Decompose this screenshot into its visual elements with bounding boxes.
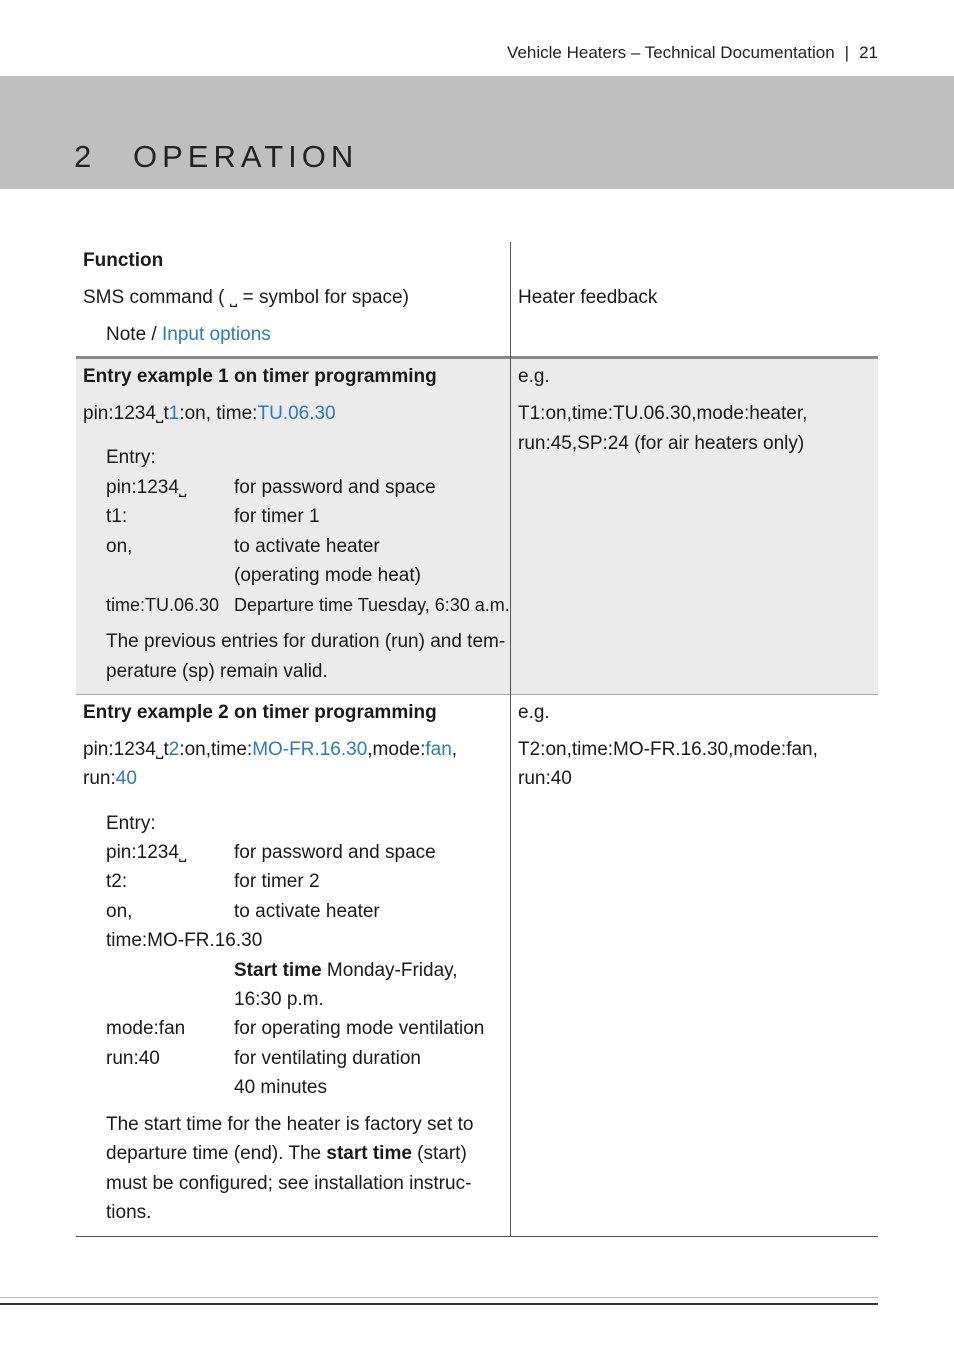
example1-entry-desc: for timer 1 [234,506,320,527]
example1-entry-desc: for password and space [234,477,436,498]
running-header [507,43,878,63]
example2-entry-desc: to activate heater [234,901,380,922]
example1-entry-key: pin:1234˽ [106,477,187,498]
example2-entry-key: mode:fan [106,1018,186,1039]
example2-start-time: Start time Monday-Friday, [234,960,458,981]
example1-command: pin:1234˽t1:on, time:TU.06.30 [83,403,336,424]
header-rule [76,356,878,359]
example2-note: departure time (end). The start time (start) [106,1143,467,1164]
head-input-options: Input options [161,324,271,345]
example2-entry-desc: for timer 2 [234,871,320,892]
chapter-number: 2 [74,139,96,174]
chapter-title: OPERATION [133,139,359,174]
example2-note: The start time for the heater is factory set to [106,1114,474,1135]
head-note [106,324,271,346]
example2-entry-desc: for password and space [234,842,436,863]
footer-rule-thin [0,1297,878,1298]
example2-entry-desc: for operating mode ventilation [234,1018,485,1039]
example2-command: pin:1234˽t2:on,time:MO-FR.16.30,mode:fan, [83,739,458,760]
example2-entry-desc: 40 minutes [234,1077,327,1098]
example2-start-time-cont: 16:30 p.m. [234,989,324,1010]
column-divider [510,242,511,1236]
example1-feedback-eg: e.g. [518,366,550,387]
head-note-prefix: Note / [106,324,162,345]
example1-note: The previous entries for duration (run) and tem- [106,631,506,652]
example1-entry-desc: Departure time Tuesday, 6:30 a.m. [234,595,510,615]
table-bottom-rule [76,1236,878,1237]
example2-entry-key: pin:1234˽ [106,842,187,863]
header-separator: | [844,43,850,62]
example2-feedback-eg: e.g. [518,702,550,723]
example2-note: tions. [106,1202,152,1223]
document-title: Vehicle Heaters – Technical Documentation [507,43,835,62]
example2-command-cont: run:40 [83,768,137,789]
row-rule [76,694,878,695]
example2-note: must be configured; see installation instruc- [106,1173,472,1194]
example2-entry-label: Entry: [106,813,156,834]
example1-entry-desc: (operating mode heat) [234,565,421,586]
example1-entry-key: t1: [106,506,128,527]
head-function: Function [83,250,164,271]
example1-title: Entry example 1 on timer programming [83,366,437,387]
example2-entry-desc: for ventilating duration [234,1048,421,1069]
example1-entry-desc: to activate heater [234,536,380,557]
example2-title: Entry example 2 on timer programming [83,702,437,723]
example2-entry-key: run:40 [106,1048,160,1069]
page-number: 21 [859,43,878,62]
footer-rule-thick [0,1303,878,1305]
example1-note: perature (sp) remain valid. [106,661,328,682]
example2-entry-key: time:MO-FR.16.30 [106,930,263,951]
example1-entry-key: on, [106,536,133,557]
example1-entry-key: time:TU.06.30 [106,595,220,615]
example1-feedback: run:45,SP:24 (for air heaters only) [518,433,805,454]
example2-entry-key: on, [106,901,133,922]
example1-entry-label: Entry: [106,447,156,468]
example2-feedback: T2:on,time:MO-FR.16.30,mode:fan, [518,739,818,760]
example2-feedback: run:40 [518,768,572,789]
head-heater-feedback: Heater feedback [518,287,658,308]
example2-entry-key: t2: [106,871,128,892]
head-sms-command: SMS command ( ˽ = symbol for space) [83,287,409,308]
example1-feedback: T1:on,time:TU.06.30,mode:heater, [518,403,808,424]
